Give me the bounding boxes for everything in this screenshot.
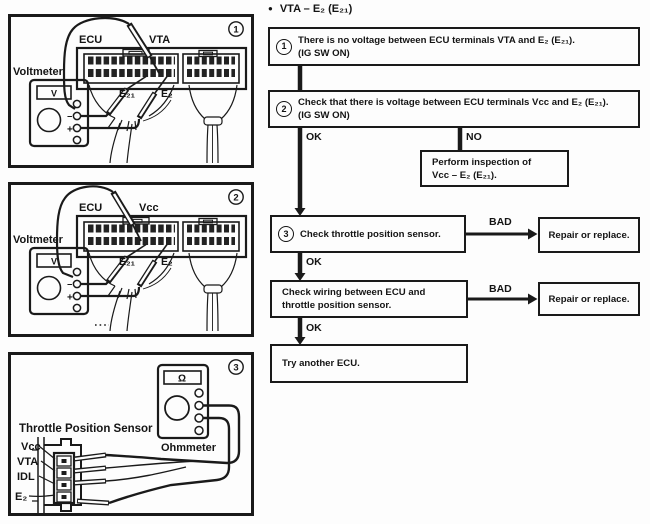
ok-label-1: OK (306, 131, 322, 143)
step1-text-line2: (IG SW ON) (298, 47, 350, 59)
terminal-label-vcc: Vcc (21, 441, 41, 453)
step3-text: Check throttle position sensor. (300, 228, 441, 240)
bad-label-2: BAD (489, 283, 512, 295)
voltmeter-terminal (73, 124, 80, 131)
ohmmeter-terminal (195, 427, 203, 435)
voltmeter-terminal (73, 292, 80, 299)
meter-display-glyph: V (50, 256, 58, 267)
step1-number-badge: 1 (276, 39, 292, 55)
flow-step3-box (270, 215, 466, 253)
e2-label: E₂ (161, 88, 173, 100)
test-leads (74, 406, 239, 504)
ecu-label: ECU (79, 34, 103, 46)
voltmeter-terminal (73, 280, 80, 287)
perform-text-line1: Perform inspection of (432, 156, 532, 168)
meter-display-glyph: V (50, 88, 58, 99)
step2-text-line2: (IG SW ON) (298, 110, 350, 121)
ohmmeter-dial (165, 396, 189, 420)
connector-tab-slot (129, 51, 142, 54)
wiring-text-line1: Check wiring between ECU and (282, 287, 426, 298)
repair2-text: Repair or replace. (548, 293, 630, 305)
e2-label: E₂ (161, 256, 173, 268)
terminal-label-vta: VTA (17, 456, 39, 468)
flow-step2-box (268, 90, 640, 128)
voltmeter-label: Voltmeter (13, 234, 63, 246)
meter-display-glyph: Ω (177, 373, 187, 385)
arrowhead-icon (528, 229, 538, 240)
repair-box-1 (538, 217, 640, 253)
voltmeter-terminal (73, 100, 80, 107)
voltmeter-terminal (73, 112, 80, 119)
ohmmeter-terminal (195, 389, 203, 397)
terminal-label-e2: E₂ (15, 491, 28, 503)
voltmeter-dial (38, 109, 61, 132)
e21-label: E₂₁ (119, 88, 136, 100)
flow-step1-box (268, 27, 640, 66)
panel2-number: 2 (233, 192, 239, 204)
probe-terminal-label: Vcc (139, 202, 159, 214)
terminal-label-idl: IDL (17, 471, 35, 483)
panel-1-vta-test (8, 14, 254, 168)
voltmeter-dial (38, 277, 61, 300)
e21-label: E₂₁ (119, 256, 136, 268)
try-another-ecu-box (270, 344, 468, 383)
step2-text-line1: Check that there is voltage between ECU terminals Vcc and E₂ (E₂₁). (298, 97, 609, 108)
step1-text-line1: There is no voltage between ECU terminals VTA and E₂ (E₂₁). (298, 34, 575, 46)
connector-pins (88, 229, 235, 242)
arrowhead-icon (528, 294, 538, 305)
bullet-icon: ● (268, 3, 273, 13)
voltmeter-terminal (73, 268, 80, 275)
panel-2-vcc-test (8, 182, 254, 337)
voltmeter-terminal (73, 304, 80, 311)
panel2-drawing (11, 185, 251, 334)
ecu-label: ECU (79, 202, 103, 214)
plus-sign: + (67, 124, 73, 136)
repair-box-2 (538, 282, 640, 316)
voltmeter-terminal (73, 136, 80, 143)
panel-3-sensor-test (8, 352, 254, 516)
plus-sign: + (67, 292, 73, 304)
try-ecu-text: Try another ECU. (282, 358, 360, 369)
minus-sign: − (67, 279, 73, 290)
no-label: NO (466, 131, 482, 143)
ohmmeter-label: Ohmmeter (161, 442, 217, 454)
repair1-text: Repair or replace. (548, 229, 630, 241)
section-title: VTA – E₂ (E₂₁) (279, 3, 353, 15)
step3-number-badge: 3 (278, 226, 294, 242)
ok-label-3: OK (306, 322, 322, 334)
ohmmeter-terminal (195, 414, 203, 422)
probe-terminal-label: VTA (149, 34, 171, 46)
step2-number-badge: 2 (276, 101, 292, 117)
check-wiring-box (270, 280, 468, 318)
section-header (268, 3, 352, 15)
perform-text-line2: Vcc – E₂ (E₂₁). (432, 169, 497, 181)
panel1-number: 1 (233, 24, 239, 36)
wiring-text-line2: throttle position sensor. (282, 300, 392, 311)
panel1-drawing (11, 17, 251, 165)
perform-inspection-box (420, 150, 569, 187)
voltmeter-label: Voltmeter (13, 66, 63, 78)
connector-pins (88, 61, 235, 74)
ok-label-2: OK (306, 256, 322, 268)
sensor-title: Throttle Position Sensor (19, 423, 153, 435)
ohmmeter-terminal (195, 402, 203, 410)
bad-label-1: BAD (489, 216, 512, 228)
minus-sign: − (67, 111, 73, 122)
panel3-number: 3 (233, 362, 239, 374)
panel3-drawing (11, 355, 251, 513)
